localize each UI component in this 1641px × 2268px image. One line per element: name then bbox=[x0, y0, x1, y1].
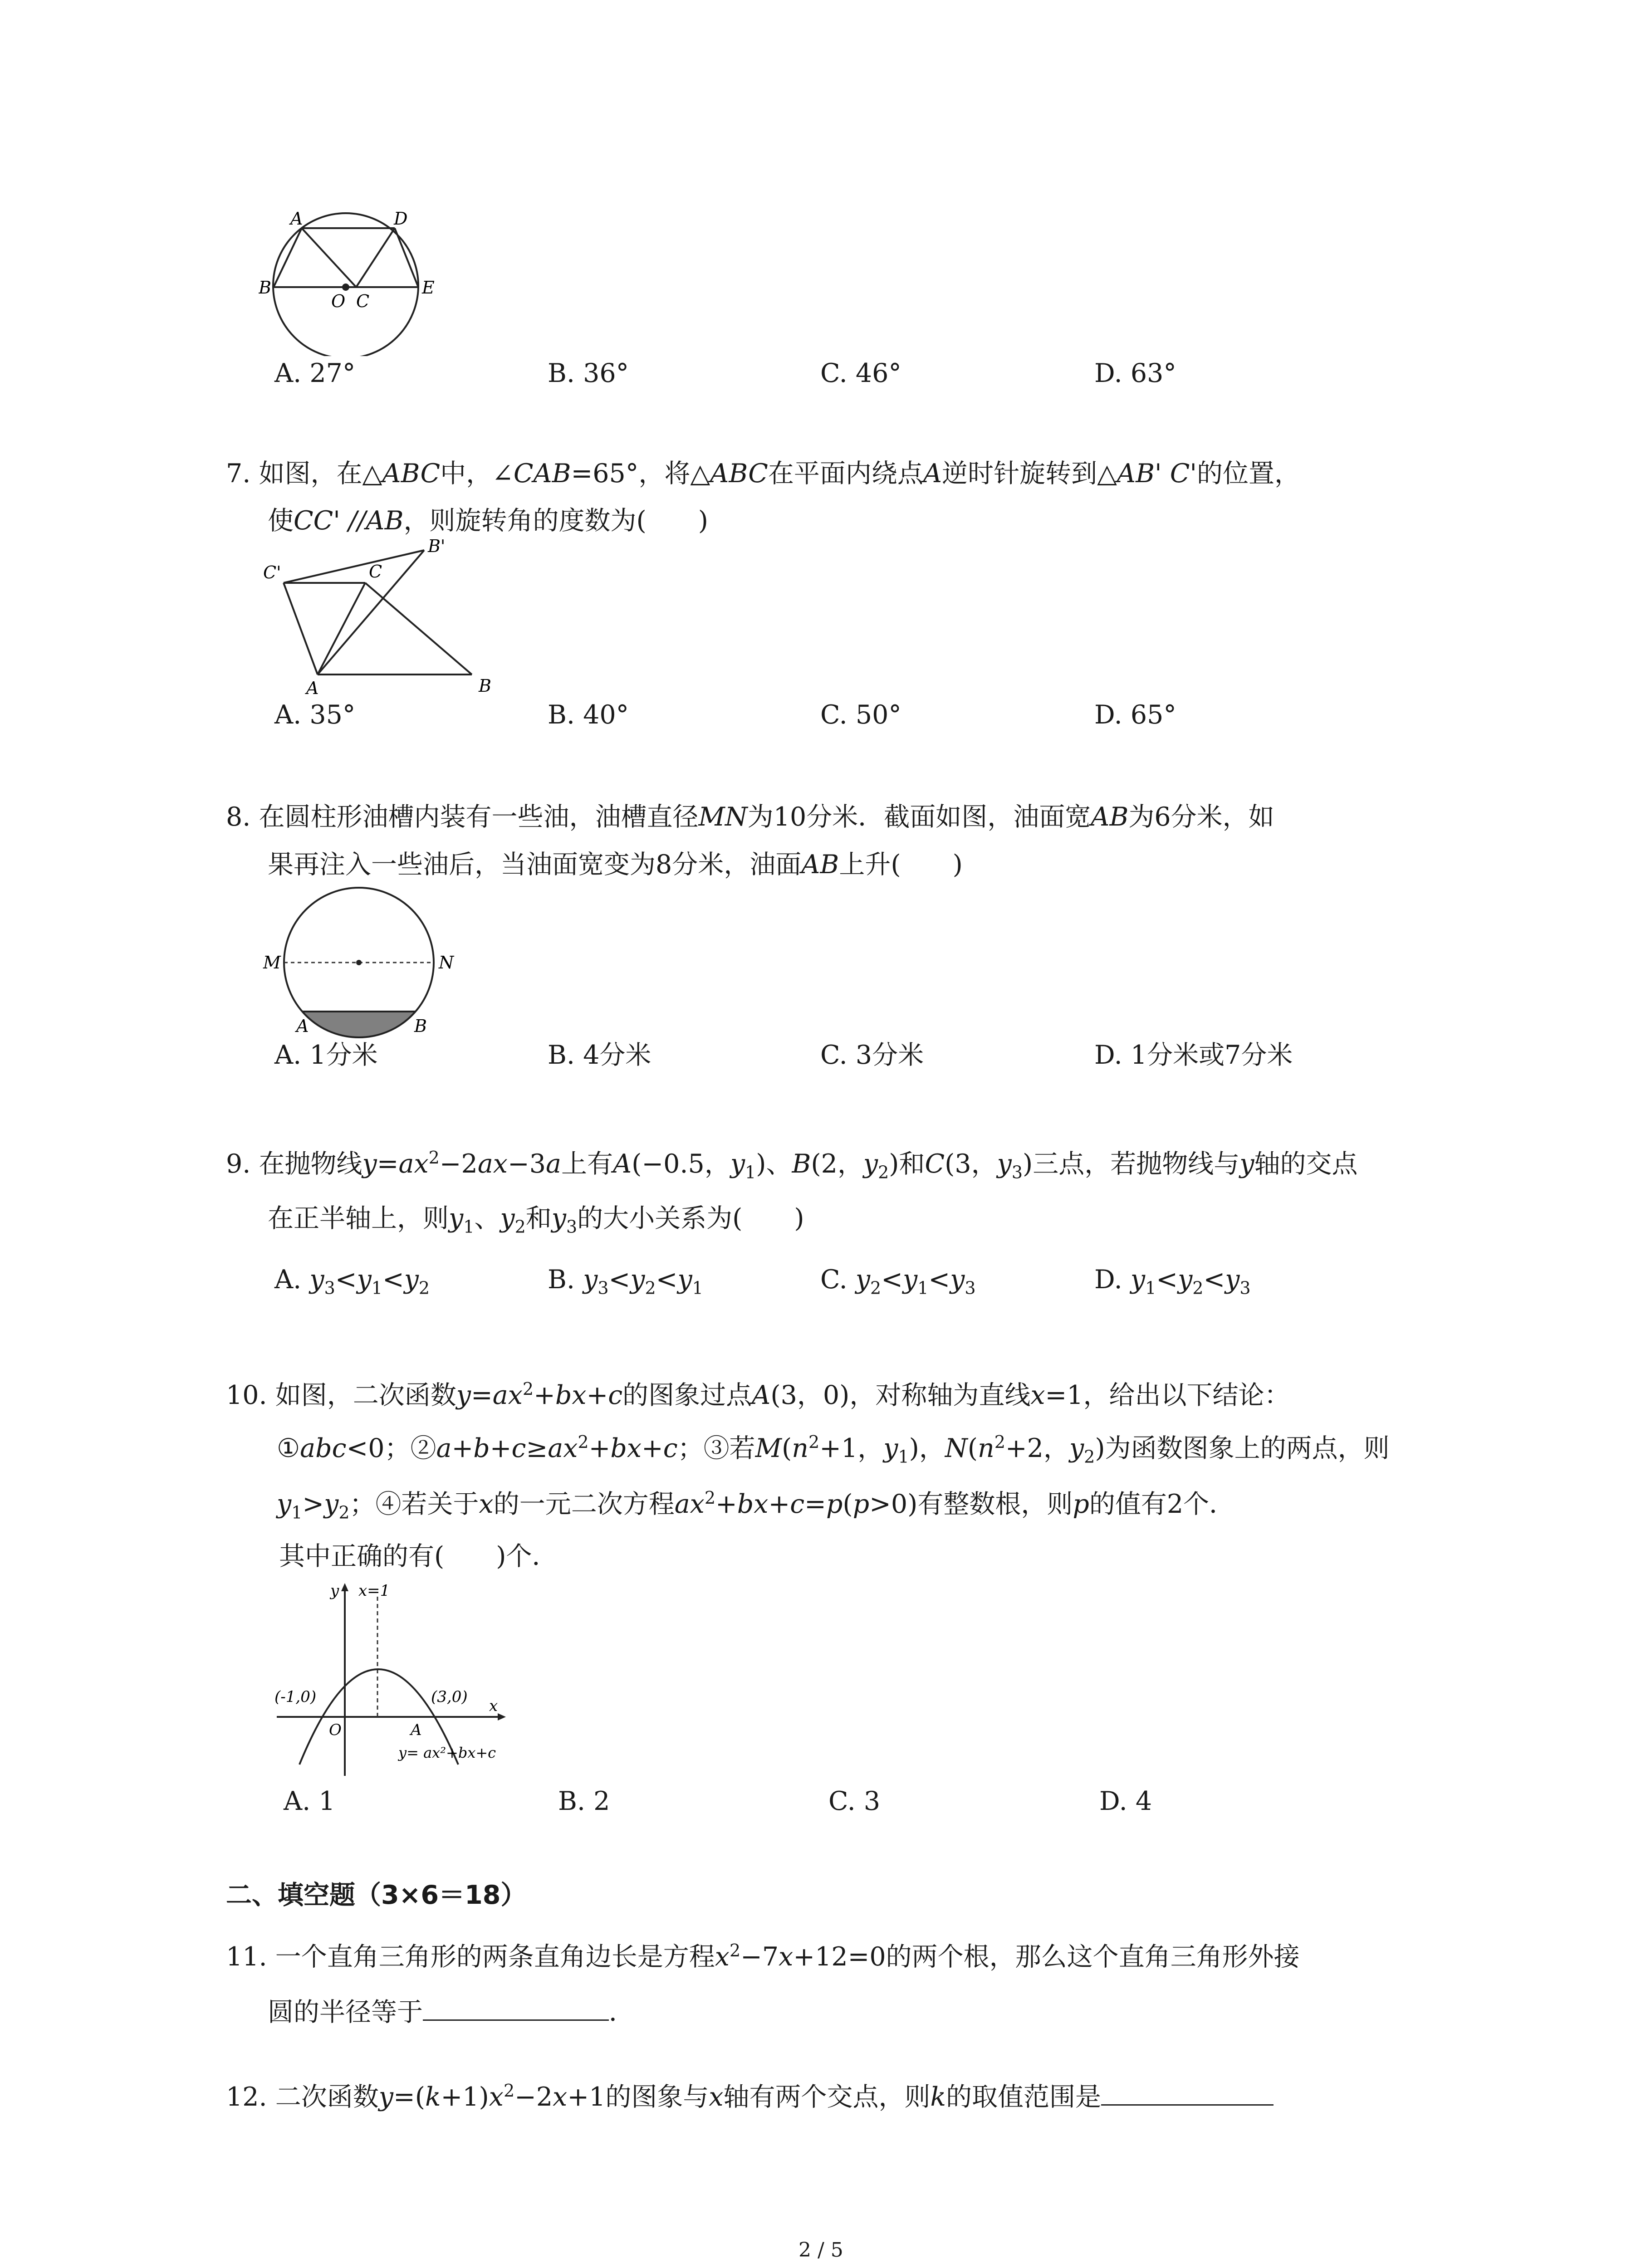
q10-3l: bx bbox=[737, 1489, 769, 1519]
q10-1k: x bbox=[1030, 1380, 1045, 1410]
q9-o: (2， bbox=[811, 1149, 863, 1179]
q10-2ab: )为函数图象上的两点，则 bbox=[1095, 1433, 1390, 1463]
q10-3f: ；④若关于 bbox=[349, 1489, 479, 1519]
q9-i: A bbox=[612, 1149, 632, 1179]
q10-3s: >0)有整数根，则 bbox=[869, 1489, 1073, 1519]
section2-title: 二、填空题（3×6＝18） bbox=[226, 1880, 527, 1910]
q9-2j: 的大小关系为( ) bbox=[577, 1203, 804, 1233]
page-number: 2 / 5 bbox=[798, 2239, 843, 2262]
q6-line-AB bbox=[274, 228, 302, 287]
q7-line-CB bbox=[365, 583, 472, 675]
q10-2s: 1 bbox=[898, 1447, 909, 1467]
q9-option-d bbox=[1094, 1263, 1251, 1296]
q11-1d: −7 bbox=[740, 1942, 779, 1972]
q10-3g: x bbox=[479, 1489, 494, 1519]
q9-oc-prefix: C. bbox=[820, 1265, 856, 1295]
q9-od-6: y bbox=[1225, 1265, 1240, 1295]
q7-t2b: CC' //AB bbox=[294, 506, 404, 536]
q9-oa-3: y bbox=[357, 1265, 372, 1295]
q9-oa-4: 1 bbox=[371, 1278, 382, 1298]
q9-d: −2 bbox=[439, 1149, 478, 1179]
q10-2k: c bbox=[663, 1433, 678, 1463]
q7-t1h: A bbox=[923, 459, 942, 489]
q10-3c: > bbox=[302, 1489, 324, 1519]
q12-1n: 的取值范围是 bbox=[946, 2082, 1102, 2112]
q9-od-prefix: D. bbox=[1094, 1265, 1131, 1295]
q7-t1i: 逆时针旋转到△ bbox=[942, 459, 1117, 489]
q11-2b: ． bbox=[609, 1997, 635, 2027]
q8-option-c: C. 3分米 bbox=[820, 1040, 924, 1070]
q9-b: y=ax bbox=[362, 1149, 429, 1179]
q10-x-axis-arrow bbox=[498, 1713, 506, 1721]
q9-option-b bbox=[548, 1263, 703, 1296]
q10-1a: 如图，二次函数 bbox=[275, 1380, 456, 1410]
q10-label-m10: (-1,0) bbox=[274, 1688, 317, 1706]
q10-figure bbox=[272, 1583, 508, 1778]
q7-option-d: D. 65° bbox=[1094, 700, 1176, 730]
q10-3r: p bbox=[852, 1489, 870, 1519]
q10-1j: (3，0)，对称轴为直线 bbox=[770, 1380, 1031, 1410]
q11-1b: x bbox=[715, 1942, 730, 1972]
q10-3m: + bbox=[768, 1489, 790, 1519]
q10-2y: +2， bbox=[1005, 1433, 1069, 1463]
q7-t1e: =65°，将△ bbox=[571, 459, 710, 489]
q8-center-point bbox=[356, 960, 362, 965]
q7-figure bbox=[261, 538, 506, 696]
q10-2l: ；③若 bbox=[677, 1433, 755, 1463]
q9-2d: 、 bbox=[474, 1203, 500, 1233]
q9-number: 9. bbox=[226, 1149, 251, 1179]
q10-1e: bx bbox=[555, 1380, 587, 1410]
q12-1d: k bbox=[425, 2082, 441, 2112]
q8-option-b: B. 4分米 bbox=[548, 1040, 652, 1070]
q10-3d: y bbox=[324, 1489, 339, 1519]
q12-1i: x bbox=[553, 2082, 568, 2112]
q8-option-d: D. 1分米或7分米 bbox=[1094, 1040, 1293, 1070]
q10-2h: + bbox=[588, 1433, 611, 1463]
q10-1b: y=ax bbox=[456, 1380, 523, 1410]
q10-1f: + bbox=[586, 1380, 608, 1410]
q10-text-line4: 其中正确的有( )个． bbox=[279, 1541, 558, 1571]
q9-oc-5: < bbox=[928, 1265, 950, 1295]
q8-option-a: A. 1分米 bbox=[274, 1040, 378, 1070]
q11-2a: 圆的半径等于 bbox=[268, 1997, 423, 2027]
q10-2p: 2 bbox=[808, 1432, 820, 1452]
q7-t1k: 的位置， bbox=[1197, 459, 1301, 489]
q11-1a: 一个直角三角形的两条直角边长是方程 bbox=[275, 1942, 715, 1972]
q9-oa-7: 2 bbox=[418, 1278, 430, 1298]
q10-3h: 的一元二次方程 bbox=[493, 1489, 675, 1519]
q9-oa-5: < bbox=[382, 1265, 404, 1295]
q7-t1a: 如图，在△ bbox=[259, 459, 382, 489]
q9-oa-1: 3 bbox=[324, 1278, 335, 1298]
q9-r: )和 bbox=[889, 1149, 925, 1179]
q9-oa-0: y bbox=[309, 1265, 324, 1295]
q12-text-line1 bbox=[226, 2080, 1274, 2113]
q10-2f: ax bbox=[548, 1433, 578, 1463]
q12-answer-blank[interactable] bbox=[1101, 2080, 1274, 2106]
q9-e: ax bbox=[477, 1149, 508, 1179]
q8-label-A: A bbox=[296, 1016, 309, 1036]
q10-3b: 1 bbox=[291, 1502, 303, 1523]
q6-line-DC bbox=[356, 228, 395, 287]
q12-1f: x bbox=[489, 2082, 504, 2112]
q10-3k: + bbox=[715, 1489, 737, 1519]
q10-2v: ( bbox=[967, 1433, 978, 1463]
q7-line-CpA bbox=[284, 583, 318, 675]
q7-label-Bp: B' bbox=[428, 538, 446, 556]
q9-option-c bbox=[820, 1263, 976, 1296]
q9-oc-0: y bbox=[855, 1265, 871, 1295]
q9-oc-1: 2 bbox=[870, 1278, 882, 1298]
q10-3t: p bbox=[1073, 1489, 1089, 1519]
q9-y: 轴的交点 bbox=[1254, 1149, 1358, 1179]
q9-m: )、 bbox=[756, 1149, 792, 1179]
q6-line-DE bbox=[395, 228, 418, 287]
q10-1c: 2 bbox=[522, 1379, 534, 1399]
q11-text-line2 bbox=[268, 1995, 635, 2028]
q6-label-B: B bbox=[259, 278, 271, 298]
q10-1g: c bbox=[608, 1380, 623, 1410]
q10-number: 10. bbox=[226, 1380, 267, 1410]
q6-line-AC bbox=[302, 228, 356, 287]
q8-t2b: AB bbox=[801, 850, 839, 880]
q10-2w: n bbox=[978, 1433, 994, 1463]
q10-1l: =1，给出以下结论： bbox=[1045, 1380, 1290, 1410]
q7-t1b: ABC bbox=[382, 459, 441, 489]
q8-number: 8. bbox=[226, 802, 251, 832]
q10-option-b: B. 2 bbox=[558, 1786, 610, 1816]
q10-3u: 的值有2个． bbox=[1089, 1489, 1235, 1519]
q12-1c: =( bbox=[393, 2082, 425, 2112]
q6-option-c: C. 46° bbox=[820, 358, 901, 388]
q10-3a: y bbox=[277, 1489, 292, 1519]
q7-option-b: B. 40° bbox=[548, 700, 629, 730]
q10-2aa: 2 bbox=[1084, 1447, 1095, 1467]
q9-oa-prefix: A. bbox=[274, 1265, 310, 1295]
q7-label-Cp: C' bbox=[263, 562, 281, 582]
q9-oa-2: < bbox=[335, 1265, 357, 1295]
q11-answer-blank[interactable] bbox=[423, 1995, 609, 2021]
q9-2b: y bbox=[449, 1203, 464, 1233]
q9-ob-0: y bbox=[583, 1265, 598, 1295]
q9-od-7: 3 bbox=[1239, 1278, 1251, 1298]
q10-3o: = bbox=[804, 1489, 826, 1519]
q11-text-line1 bbox=[226, 1941, 1300, 1973]
q12-1g: 2 bbox=[503, 2081, 515, 2101]
q10-2u: N bbox=[945, 1433, 968, 1463]
q10-2t: )， bbox=[909, 1433, 945, 1463]
q9-ob-7: 1 bbox=[692, 1278, 703, 1298]
q9-ob-4: 2 bbox=[645, 1278, 656, 1298]
q10-3e: 2 bbox=[338, 1502, 350, 1523]
q12-1a: 二次函数 bbox=[275, 2082, 379, 2112]
q9-2i: 3 bbox=[566, 1217, 578, 1237]
q10-1i: A bbox=[752, 1380, 771, 1410]
q9-ob-5: < bbox=[656, 1265, 678, 1295]
q10-2j: + bbox=[641, 1433, 663, 1463]
q9-oa-6: y bbox=[404, 1265, 419, 1295]
q10-2i: bx bbox=[610, 1433, 642, 1463]
q7-line-CpBp bbox=[284, 550, 424, 583]
q9-n: B bbox=[792, 1149, 811, 1179]
q10-2d: a+b+c bbox=[436, 1433, 526, 1463]
q9-oc-4: 1 bbox=[917, 1278, 929, 1298]
q8-label-M: M bbox=[263, 953, 281, 973]
q10-2c: <0；② bbox=[346, 1433, 436, 1463]
q9-ob-1: 3 bbox=[598, 1278, 609, 1298]
q8-text-line2 bbox=[268, 848, 963, 881]
q7-t1j: AB' C' bbox=[1117, 459, 1197, 489]
q12-1h: −2 bbox=[514, 2082, 553, 2112]
q10-label-p30: (3,0) bbox=[431, 1688, 468, 1706]
q10-2a: ① bbox=[277, 1433, 300, 1463]
q7-t1c: 中，∠ bbox=[440, 459, 514, 489]
q9-c: 2 bbox=[428, 1148, 440, 1168]
q10-1d: + bbox=[534, 1380, 555, 1410]
q10-label-fn: y= ax²+bx+c bbox=[398, 1744, 496, 1761]
q7-label-B: B bbox=[479, 676, 491, 696]
q7-label-C: C bbox=[369, 562, 382, 582]
q9-2h: y bbox=[551, 1203, 566, 1233]
q6-label-A: A bbox=[290, 209, 303, 229]
q6-label-D: D bbox=[394, 209, 408, 229]
q9-od-1: 1 bbox=[1145, 1278, 1156, 1298]
q9-od-2: < bbox=[1156, 1265, 1178, 1295]
q9-h: 上有 bbox=[561, 1149, 613, 1179]
q7-t1d: CAB bbox=[513, 459, 571, 489]
q9-2c: 1 bbox=[463, 1217, 475, 1237]
q8-t1d: AB bbox=[1091, 802, 1129, 832]
q7-t2a: 使 bbox=[268, 506, 294, 536]
q9-j: (−0.5， bbox=[632, 1149, 730, 1179]
q10-3n: c bbox=[790, 1489, 805, 1519]
q11-1c: 2 bbox=[729, 1941, 741, 1960]
q10-label-x: x bbox=[489, 1697, 498, 1715]
q7-number: 7. bbox=[226, 459, 251, 489]
q10-label-A: A bbox=[411, 1721, 422, 1739]
q11-1e: x bbox=[779, 1942, 794, 1972]
q10-label-O: O bbox=[329, 1721, 342, 1739]
q10-2g: 2 bbox=[578, 1432, 589, 1452]
q12-number: 12. bbox=[226, 2082, 267, 2112]
q10-2z: y bbox=[1069, 1433, 1084, 1463]
q8-t1e: 为6分米，如 bbox=[1128, 802, 1274, 832]
q11-number: 11. bbox=[226, 1942, 267, 1972]
q7-t2c: ，则旋转角的度数为( ) bbox=[403, 506, 708, 536]
q12-1m: k bbox=[930, 2082, 946, 2112]
q10-3j: 2 bbox=[704, 1488, 716, 1508]
q9-v: 3 bbox=[1011, 1162, 1023, 1183]
q9-t: (3， bbox=[945, 1149, 997, 1179]
q7-text-line1 bbox=[226, 457, 1300, 490]
q9-2g: 和 bbox=[525, 1203, 552, 1233]
q9-oc-6: y bbox=[950, 1265, 965, 1295]
q7-text-line2 bbox=[268, 504, 708, 537]
q9-oc-3: y bbox=[902, 1265, 918, 1295]
q9-text-line2 bbox=[268, 1202, 804, 1235]
q10-2x: 2 bbox=[994, 1432, 1005, 1452]
q10-2e: ≥ bbox=[526, 1433, 548, 1463]
q9-g: a bbox=[546, 1149, 561, 1179]
q10-2n: ( bbox=[782, 1433, 792, 1463]
q9-od-3: y bbox=[1178, 1265, 1193, 1295]
q7-t1g: 在平面内绕点 bbox=[768, 459, 923, 489]
q9-od-5: < bbox=[1203, 1265, 1225, 1295]
q12-1l: 轴有两个交点，则 bbox=[723, 2082, 931, 2112]
q8-t1a: 在圆柱形油槽内装有一些油，油槽直径 bbox=[259, 802, 699, 832]
q7-option-c: C. 50° bbox=[820, 700, 901, 730]
q9-x: y bbox=[1239, 1149, 1254, 1179]
q10-2r: y bbox=[883, 1433, 898, 1463]
q10-3p: p bbox=[826, 1489, 843, 1519]
q9-a: 在抛物线 bbox=[259, 1149, 362, 1179]
q7-label-A: A bbox=[306, 678, 319, 696]
q9-2a: 在正半轴上，则 bbox=[268, 1203, 449, 1233]
q8-label-B: B bbox=[414, 1016, 427, 1036]
q7-option-a: A. 35° bbox=[274, 700, 356, 730]
q8-text-line1 bbox=[226, 801, 1274, 833]
q9-ob-prefix: B. bbox=[548, 1265, 583, 1295]
q10-2m: M bbox=[755, 1433, 782, 1463]
q9-oc-2: < bbox=[881, 1265, 903, 1295]
q9-u: y bbox=[997, 1149, 1012, 1179]
q9-l: 1 bbox=[745, 1162, 756, 1183]
q6-label-O: O bbox=[331, 291, 346, 311]
q10-2o: n bbox=[792, 1433, 809, 1463]
q9-p: y bbox=[863, 1149, 878, 1179]
q9-q: 2 bbox=[878, 1162, 889, 1183]
q8-t2c: 上升( ) bbox=[839, 850, 963, 880]
q9-s: C bbox=[925, 1149, 945, 1179]
q9-option-a bbox=[274, 1263, 430, 1296]
q9-ob-2: < bbox=[608, 1265, 631, 1295]
q9-od-0: y bbox=[1130, 1265, 1146, 1295]
q6-label-E: E bbox=[422, 278, 435, 298]
q9-w: )三点，若抛物线与 bbox=[1023, 1149, 1240, 1179]
q10-option-c: C. 3 bbox=[828, 1786, 881, 1816]
q10-y-axis-arrow bbox=[341, 1583, 348, 1591]
q9-text-line1 bbox=[226, 1148, 1358, 1183]
q10-text-line2 bbox=[277, 1432, 1390, 1465]
q6-label-C: C bbox=[356, 291, 370, 311]
q10-1h: 的图象过点 bbox=[622, 1380, 752, 1410]
q10-option-a: A. 1 bbox=[284, 1786, 335, 1816]
q9-ob-3: y bbox=[630, 1265, 645, 1295]
q9-od-4: 2 bbox=[1192, 1278, 1204, 1298]
q6-option-a: A. 27° bbox=[274, 358, 356, 388]
q6-option-d: D. 63° bbox=[1094, 358, 1176, 388]
q9-2f: 2 bbox=[514, 1217, 526, 1237]
q10-label-y: y bbox=[330, 1583, 339, 1600]
q10-option-d: D. 4 bbox=[1099, 1786, 1152, 1816]
q10-label-x1: x=1 bbox=[358, 1583, 390, 1600]
q10-text-line1 bbox=[226, 1379, 1290, 1412]
q6-figure bbox=[259, 206, 449, 356]
q10-text-line3 bbox=[277, 1488, 1235, 1523]
q6-point-O bbox=[342, 284, 349, 291]
q12-1e: +1) bbox=[441, 2082, 489, 2112]
q10-3q: ( bbox=[843, 1489, 853, 1519]
q9-k: y bbox=[730, 1149, 745, 1179]
q8-t2a: 果再注入一些油后，当油面宽变为8分米，油面 bbox=[268, 850, 802, 880]
q12-1j: +1的图象与 bbox=[567, 2082, 709, 2112]
q10-2q: +1， bbox=[819, 1433, 884, 1463]
q9-ob-6: y bbox=[677, 1265, 692, 1295]
q6-option-b: B. 36° bbox=[548, 358, 629, 388]
q10-3i: ax bbox=[674, 1489, 705, 1519]
q10-2b: abc bbox=[300, 1433, 347, 1463]
q8-label-N: N bbox=[439, 953, 454, 973]
q9-2e: y bbox=[500, 1203, 515, 1233]
q11-1f: +12=0的两个根，那么这个直角三角形外接 bbox=[793, 1942, 1300, 1972]
q8-figure bbox=[261, 887, 479, 1041]
q9-f: −3 bbox=[507, 1149, 546, 1179]
q8-t1b: MN bbox=[698, 802, 748, 832]
q12-1b: y bbox=[378, 2082, 393, 2112]
q8-t1c: 为10分米．截面如图，油面宽 bbox=[747, 802, 1091, 832]
q12-1k: x bbox=[709, 2082, 724, 2112]
q9-oc-7: 3 bbox=[965, 1278, 976, 1298]
q7-t1f: ABC bbox=[710, 459, 768, 489]
